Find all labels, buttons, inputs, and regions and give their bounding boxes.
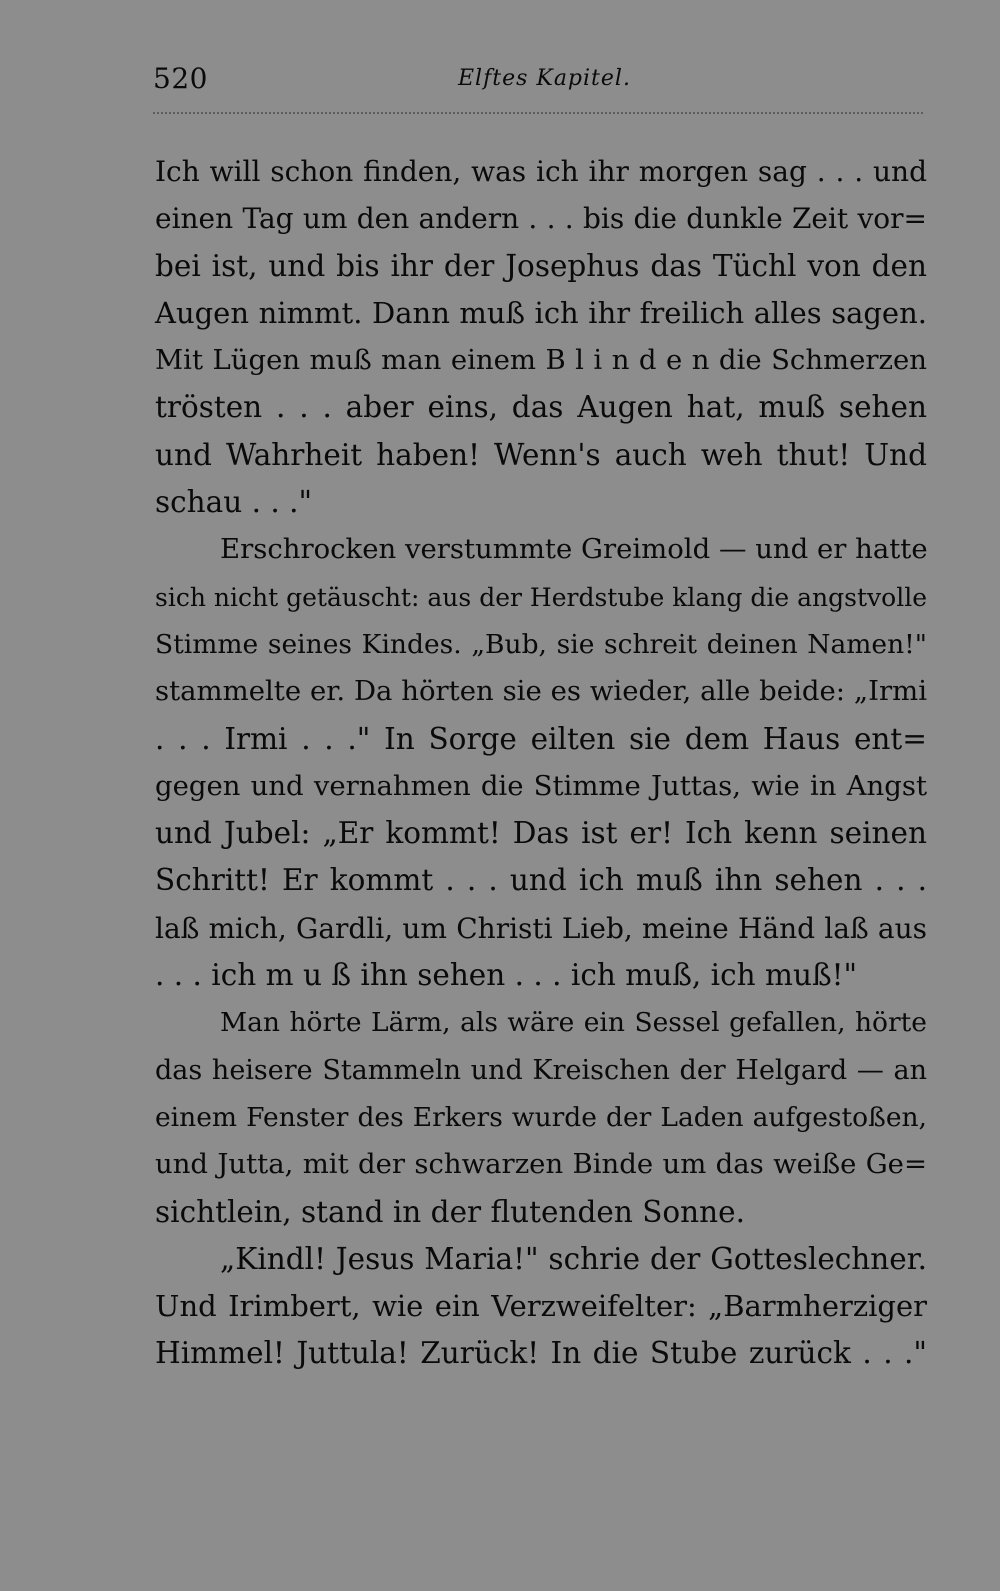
text-line: Augen nimmt. Dann muß ich ihr freilich alles sagen.: [155, 295, 927, 330]
text-line: stammelte er. Da hörten sie es wieder, alle beide: „Irmi: [155, 675, 927, 708]
text-line: einem Fenster des Erkers wurde der Laden aufgestoßen,: [155, 1101, 927, 1133]
text-line: und Jutta, mit der schwarzen Binde um das weiße Ge=: [155, 1148, 927, 1181]
text-line: Erschrocken verstummte Greimold — und er hatte: [220, 533, 928, 566]
text-line: sichtlein, stand in der flutenden Sonne.: [155, 1194, 746, 1229]
page-number: 520: [153, 62, 208, 95]
text-line: Ich will schon finden, was ich ihr morgen sag . . . und: [155, 155, 927, 188]
page-header: [153, 62, 933, 102]
text-line: und Wahrheit haben! Wenn's auch weh thut! Und: [155, 437, 927, 472]
running-head: Elftes Kapitel.: [458, 66, 631, 91]
text-line: und Jubel: „Er kommt! Das ist er! Ich kenn seinen: [155, 816, 927, 851]
text-line: sich nicht getäuscht: aus der Herdstube klang die angstvolle: [155, 582, 927, 612]
text-line: das heisere Stammeln und Kreischen der Helgard — an: [155, 1054, 927, 1086]
text-line: . . . ich m u ß ihn sehen . . . ich muß, ich muß!": [155, 958, 858, 993]
text-line: schau . . .": [155, 485, 313, 520]
text-line: Und Irimbert, wie ein Verzweifelter: „Barmherziger: [155, 1289, 927, 1324]
text-line: einen Tag um den andern . . . bis die dunkle Zeit vor=: [155, 202, 927, 236]
header-rule: [153, 112, 923, 114]
text-line: „Kindl! Jesus Maria!" schrie der Gotteslechner.: [220, 1241, 927, 1276]
text-line: Stimme seines Kindes. „Bub, sie schreit deinen Namen!": [155, 628, 927, 660]
text-line: Man hörte Lärm, als wäre ein Sessel gefallen, hörte: [220, 1007, 927, 1039]
text-line: trösten . . . aber eins, das Augen hat, muß sehen: [155, 390, 927, 425]
text-line: Mit Lügen muß man einem B l i n d e n die Schmerzen: [155, 344, 927, 377]
text-line: Schritt! Er kommt . . . und ich muß ihn sehen . . .: [155, 863, 927, 898]
text-line: . . . Irmi . . ." In Sorge eilten sie dem Haus ent=: [155, 721, 927, 756]
body-text: [155, 148, 927, 1378]
text-line: bei ist, und bis ihr der Josephus das Tüchl von den: [155, 248, 927, 283]
text-line: laß mich, Gardli, um Christi Lieb, meine Händ laß aus: [155, 911, 927, 945]
text-line: gegen und vernahmen die Stimme Juttas, wie in Angst: [155, 769, 927, 802]
text-line: Himmel! Juttula! Zurück! In die Stube zurück . . .": [155, 1336, 927, 1371]
